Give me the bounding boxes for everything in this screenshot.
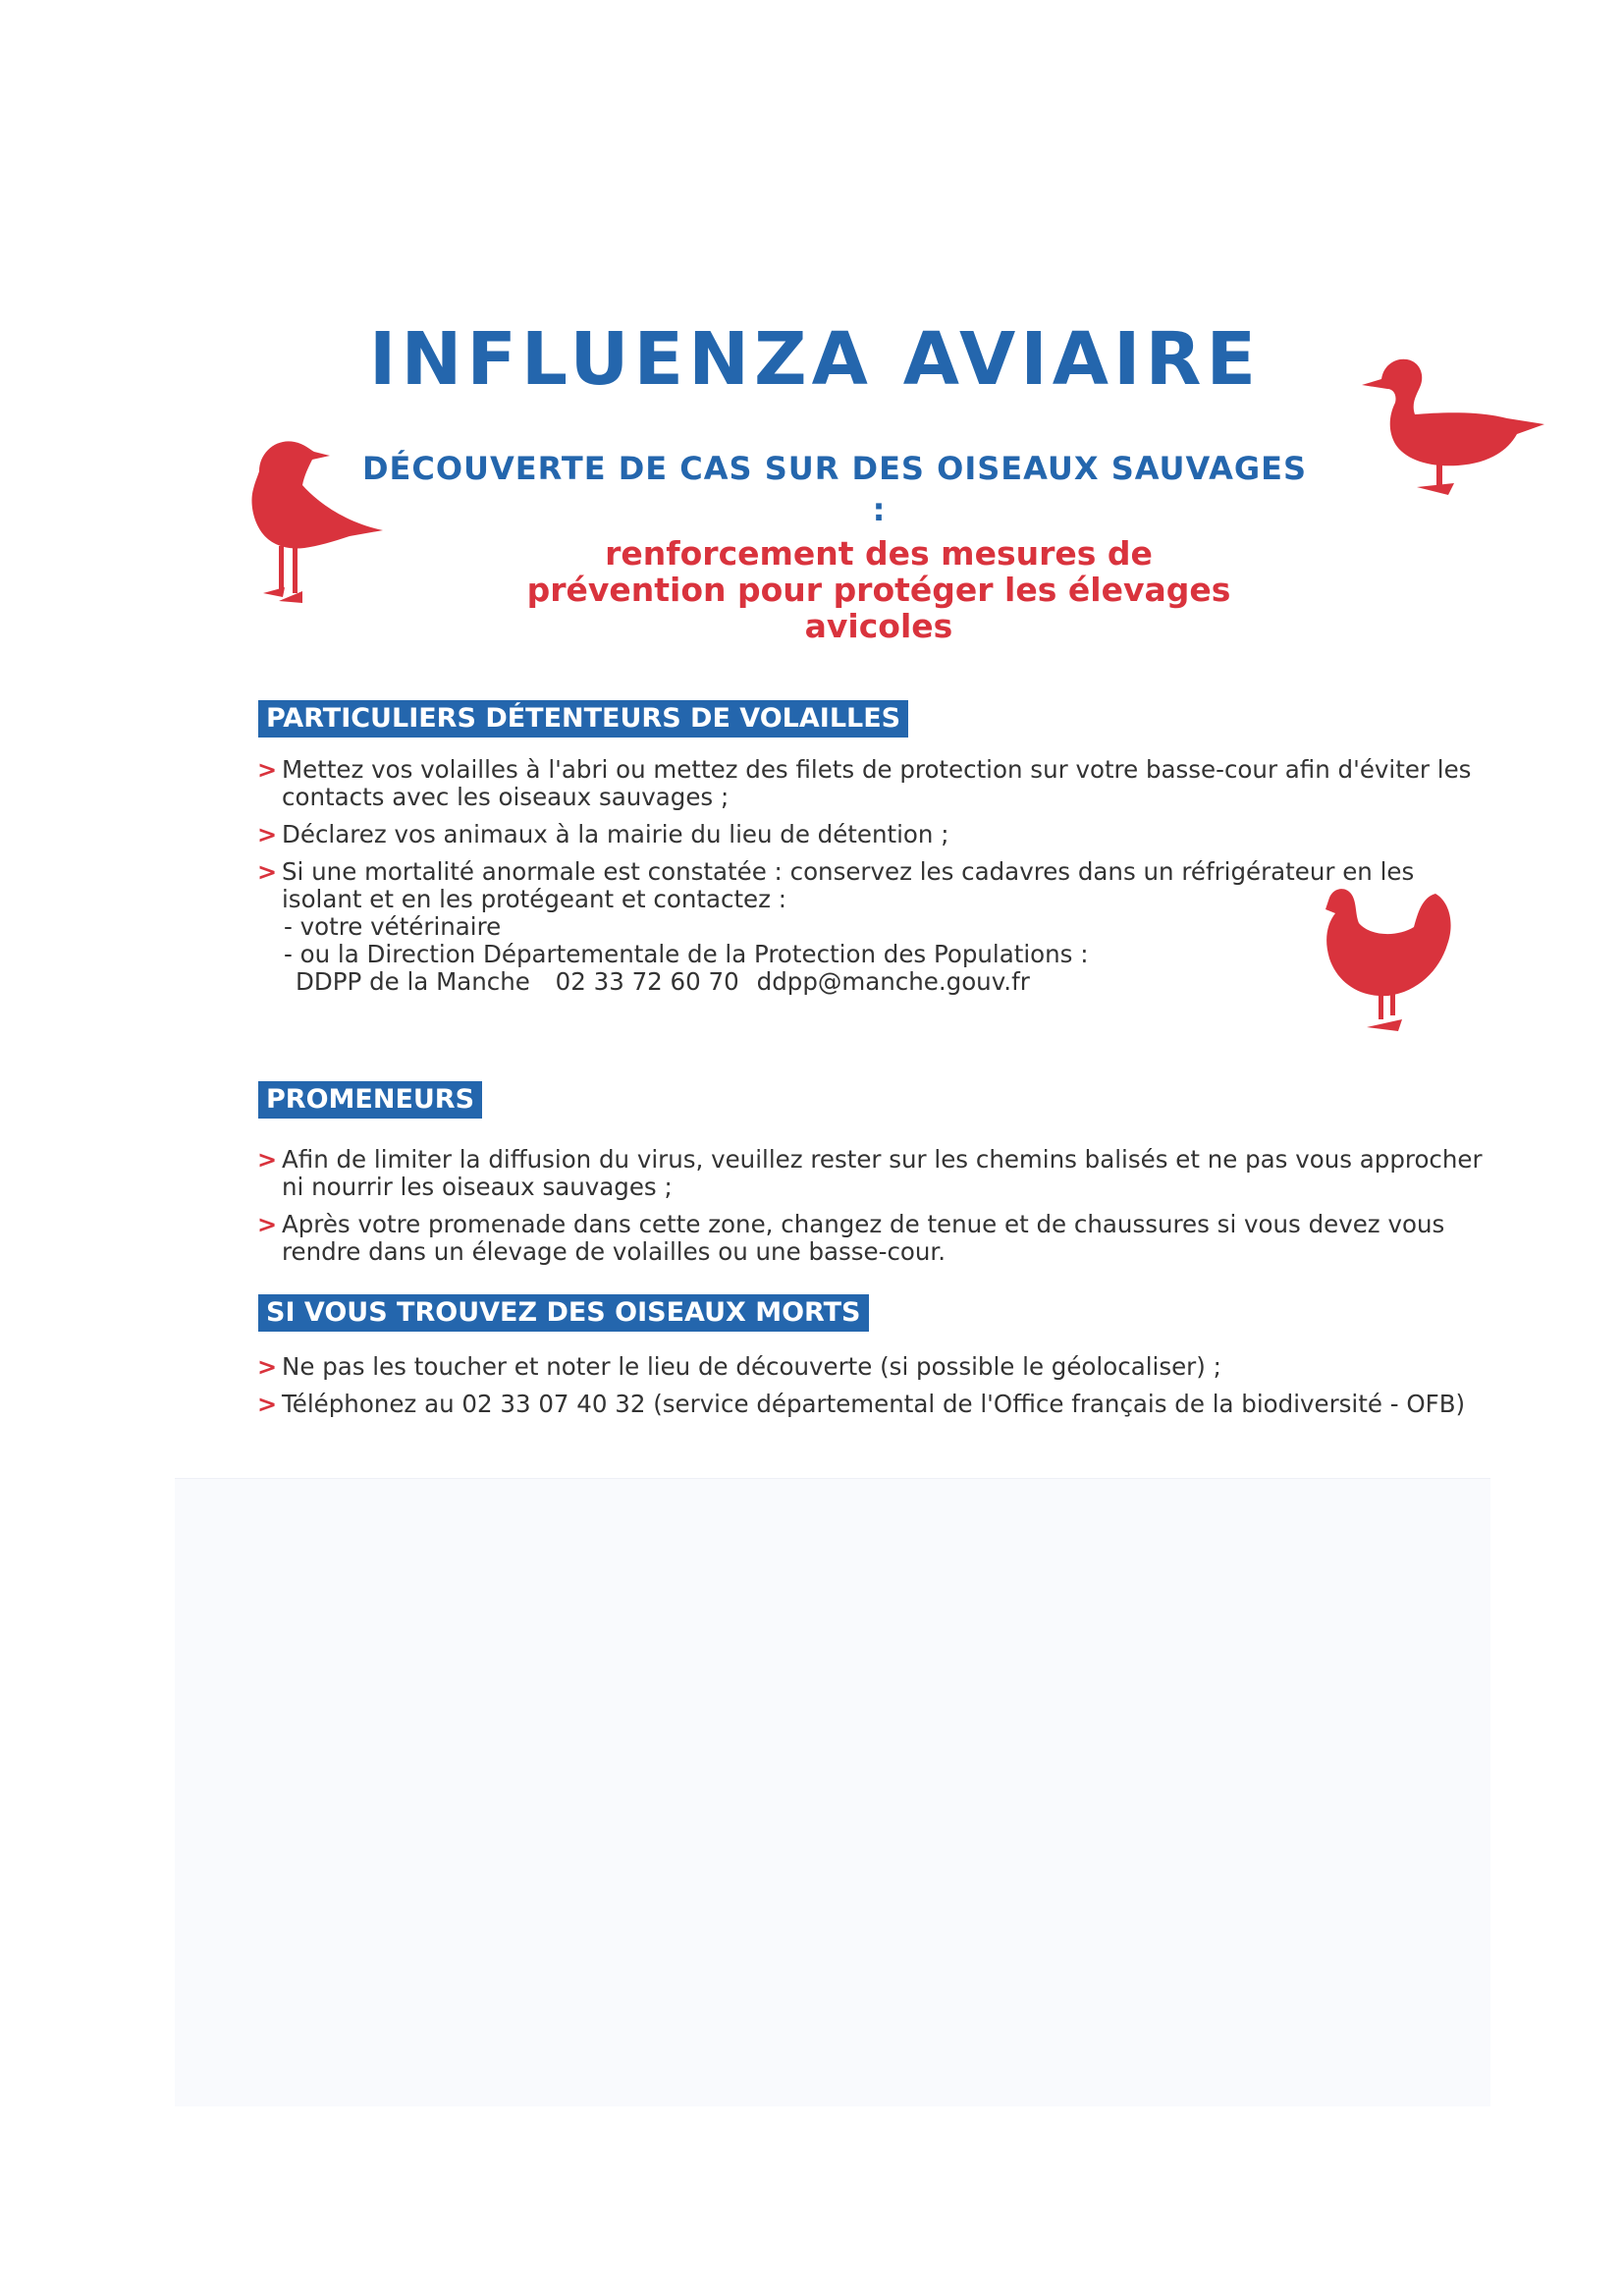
list-item xyxy=(257,756,1494,811)
subtitle-separator: : xyxy=(872,491,886,528)
red-heading-line: renforcement des mesures de xyxy=(605,534,1153,573)
scan-edge-divider xyxy=(175,1478,1490,1479)
bullet-chevron-icon: > xyxy=(257,821,278,848)
scan-background xyxy=(175,1478,1490,2106)
sub-item: - ou la Direction Départementale de la Protection des Populations : xyxy=(284,940,1089,968)
list-item-text: Déclarez vos animaux à la mairie du lieu de détention ; xyxy=(282,820,949,848)
list-item-text: Mettez vos volailles à l'abri ou mettez des filets de protection sur votre basse-cour afin d'éviter les contacts avec les oiseaux sauvages ; xyxy=(282,755,1472,811)
section-label-oiseaux-morts: SI VOUS TROUVEZ DES OISEAUX MORTS xyxy=(258,1294,869,1332)
page-subtitle: DÉCOUVERTE DE CAS SUR DES OISEAUX SAUVAGES xyxy=(361,450,1308,487)
contact-name: DDPP de la Manche xyxy=(296,967,530,996)
red-heading xyxy=(452,535,1306,644)
promeneurs-list xyxy=(257,1146,1494,1276)
list-item-text: Si une mortalité anormale est constatée : conservez les cadavres dans un réfrigérateur en les isolant et en les protégeant et contactez : xyxy=(282,857,1415,913)
particuliers-list xyxy=(257,756,1494,1006)
red-heading-line: prévention pour protéger les élevages xyxy=(526,571,1231,609)
list-item-text: Afin de limiter la diffusion du virus, veuillez rester sur les chemins balisés et ne pas vous approcher ni nourrir les oiseaux sauvages ; xyxy=(282,1145,1483,1201)
list-item xyxy=(257,1211,1494,1266)
list-item-text: Ne pas les toucher et noter le lieu de découverte (si possible le géolocaliser) ; xyxy=(282,1352,1221,1381)
bullet-chevron-icon: > xyxy=(257,756,278,784)
bullet-chevron-icon: > xyxy=(257,858,278,886)
list-item-text: Après votre promenade dans cette zone, changez de tenue et de chaussures si vous devez vous rendre dans un élevage de volailles ou une basse-cour. xyxy=(282,1210,1445,1266)
section-label-particuliers: PARTICULIERS DÉTENTEURS DE VOLAILLES xyxy=(258,700,908,738)
contact-phone: 02 33 72 60 70 xyxy=(555,967,739,996)
bullet-chevron-icon: > xyxy=(257,1146,278,1174)
list-item xyxy=(257,858,1494,996)
page-title: INFLUENZA AVIAIRE xyxy=(368,317,1262,402)
bullet-chevron-icon: > xyxy=(257,1391,278,1418)
bullet-chevron-icon: > xyxy=(257,1211,278,1238)
sub-item: - votre vétérinaire xyxy=(284,912,502,941)
contact-line xyxy=(282,968,1494,996)
list-item xyxy=(257,821,1494,848)
list-item xyxy=(257,1353,1494,1381)
list-item xyxy=(257,1391,1494,1418)
duck-icon xyxy=(1360,354,1546,501)
red-heading-line: avicoles xyxy=(804,607,953,645)
list-item-text: Téléphonez au 02 33 07 40 32 (service départemental de l'Office français de la biodiversité - OFB) xyxy=(282,1390,1466,1418)
section-label-promeneurs: PROMENEURS xyxy=(258,1081,482,1119)
oiseaux-morts-list xyxy=(257,1353,1494,1428)
list-item xyxy=(257,1146,1494,1201)
contact-email: ddpp@manche.gouv.fr xyxy=(756,967,1030,996)
bullet-chevron-icon: > xyxy=(257,1353,278,1381)
